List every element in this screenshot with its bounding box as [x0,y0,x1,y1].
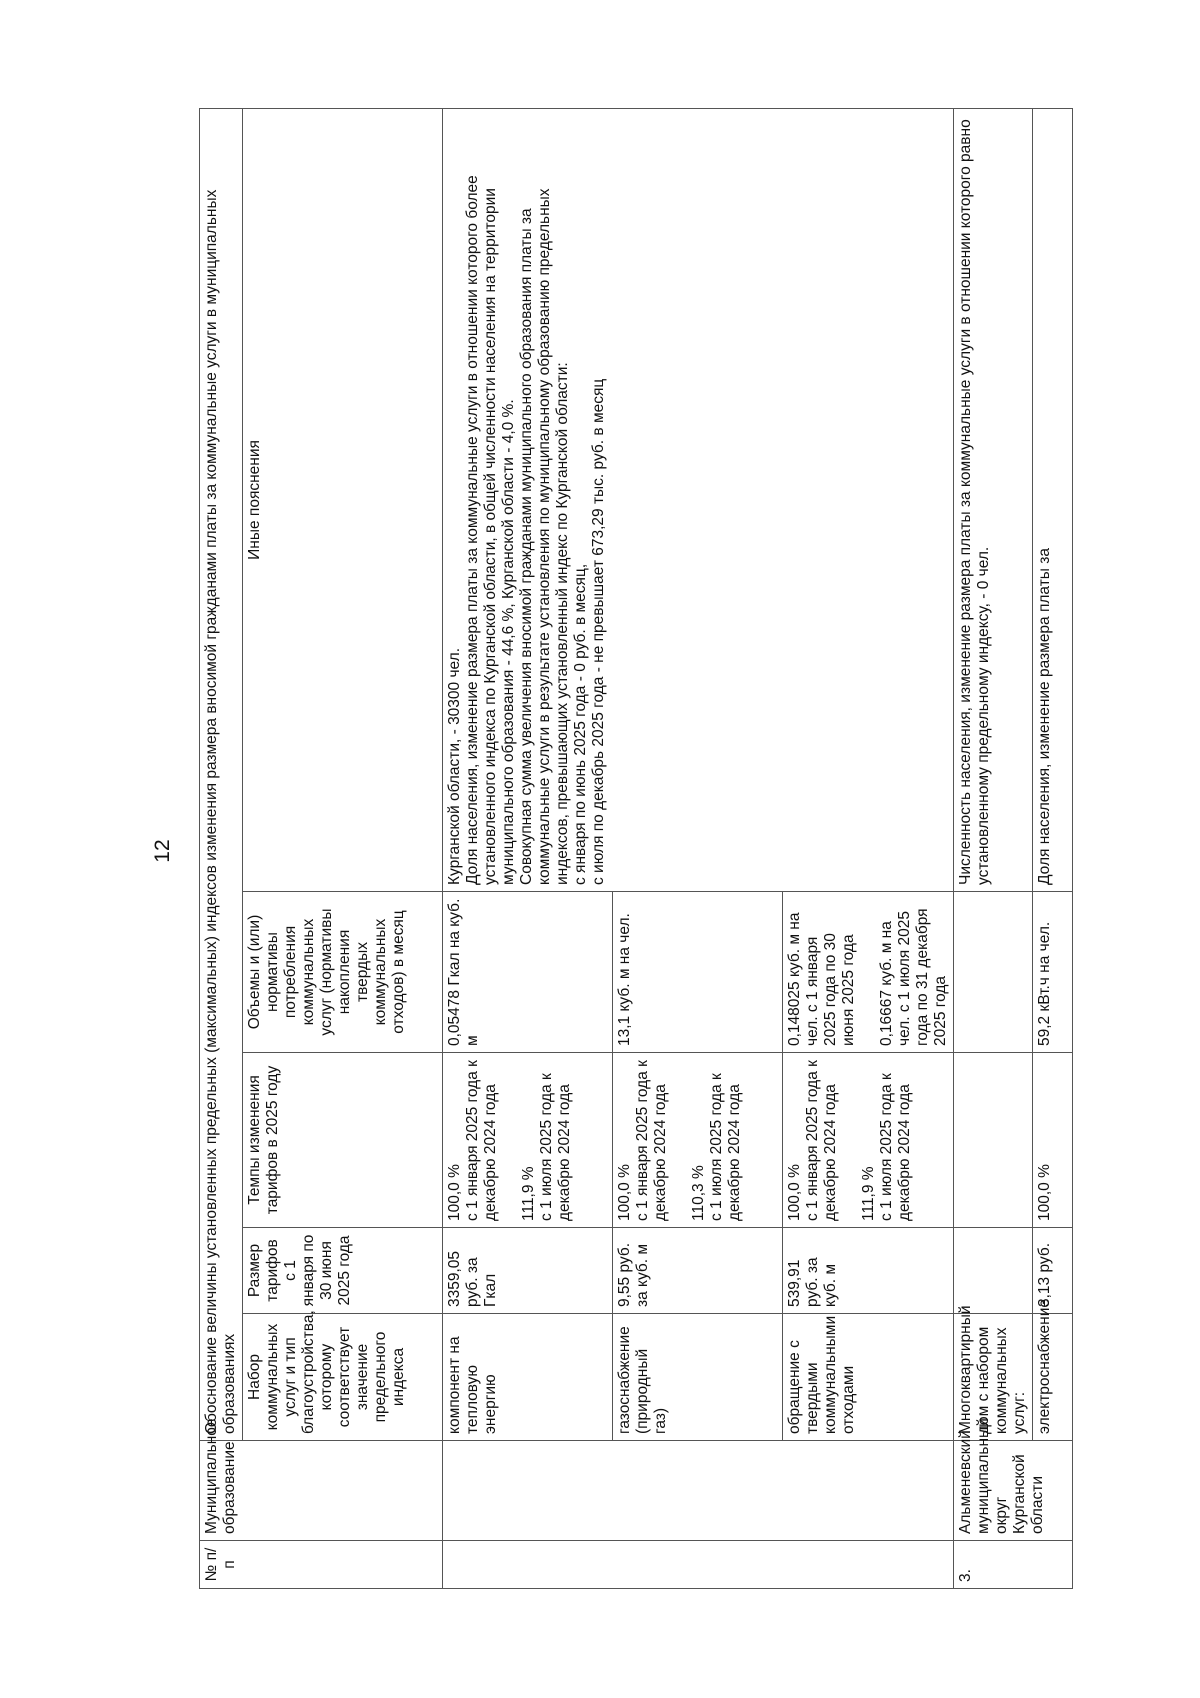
service-name: обращение с твердыми коммунальными отходами [783,1314,954,1441]
service-volume: 59,2 кВт.ч на чел. [1033,892,1073,1053]
service-name: электроснабжение [1033,1314,1073,1441]
table-row [954,108,1033,1588]
note-line: с июля по декабрь 2025 года - не превышает 673,29 тыс. руб. в месяц [590,378,607,885]
service-name: компонент на тепловую энергию [443,1314,613,1441]
service-rates [613,1053,783,1228]
header-volumes: Объемы и (или) нормативы потребления коммунальных услуг (нормативы накопления твердых коммунальных отходов) в месяц [243,892,443,1053]
empty-cell [954,892,1033,1053]
table-row [1033,108,1073,1588]
header-municipality: Муниципальное образование [200,1441,443,1541]
indices-table [199,108,1073,1589]
empty-cell [954,1228,1033,1314]
building-type: Многоквартирный дом с набором коммунальных услуг: [954,1314,1033,1441]
rate-desc: с 1 июля 2025 года к декабрю 2024 года [878,1073,913,1221]
note-line: с января по июнь 2025 года - 0 руб. в месяц, [572,563,589,885]
notes-cell: Численность населения, изменение размера платы за коммунальные услуги в отношении которого равно установленному предельному индексу, - 0 чел. [954,108,1033,891]
municipality-name: Альменевский муниципальный округ Курганской области [954,1441,1073,1541]
service-name: газоснабжение (природный газ) [613,1314,783,1441]
service-rates [443,1053,613,1228]
header-rates: Темпы изменения тарифов в 2025 году [243,1053,443,1228]
empty-cell [954,1053,1033,1228]
rotated-table-sheet [199,109,1081,1589]
header-row-2 [243,108,443,1588]
cell-municipality-empty [443,1441,954,1541]
header-justification: Обоснование величины установленных предельных (максимальных) индексов изменения размера вносимой гражданами платы за коммунальные услуги в муниципальных образованиях [200,108,243,1440]
rate-value: 100,0 % [786,1164,803,1221]
header-tariff: Размер тарифов с 1 января по 30 июня 2025 года [243,1228,443,1314]
note-line: Доля населения, изменение размера платы за коммунальные услуги в отношении которого более установленного индекса по Курганской области, в общей численности населения на территории муниципального образования - 44,6 %, Курганской области - 4,0 %. [464,175,517,885]
rate-value: 110,3 % [690,1165,707,1221]
table-row [443,108,613,1588]
service-tariff: 3359,05 руб. за Гкал [443,1228,613,1314]
rate-desc: с 1 января 2025 года к декабрю 2024 года [464,1060,499,1221]
service-tariff: 539,91 руб. за куб. м [783,1228,954,1314]
rate-value: 111,9 % [520,1166,537,1221]
service-rates: 100,0 % [1033,1053,1073,1228]
volume-value: 0,16667 куб. м на чел. с 1 июля 2025 года по 31 декабря 2025 года [878,908,949,1046]
service-rates [783,1053,954,1228]
service-volume: 13,1 куб. м на чел. [613,892,783,1053]
notes-cell [443,108,954,891]
notes-cell: Доля населения, изменение размера платы за [1033,108,1073,891]
header-services: Набор коммунальных услуг и тип благоустройства, которому соответствует значение предельного индекса [243,1314,443,1441]
rate-desc: с 1 января 2025 года к декабрю 2024 года [804,1060,839,1221]
volume-value: 0,148025 куб. м на чел. с 1 января 2025 года по 30 июня 2025 года [786,912,857,1046]
service-tariff: 3,13 руб. [1033,1228,1073,1314]
service-volume [783,892,954,1053]
note-line: Курганской области, - 30300 чел. [446,647,463,885]
rate-value: 100,0 % [616,1164,633,1221]
rate-value: 100,0 % [446,1164,463,1221]
note-line: Совокупная сумма увеличения вносимой гражданами муниципального образования платы за коммунальные услуги в результате установления по муниципальному образованию предельных индексов, превышающих установленный индекс по Курганской области: [518,188,571,885]
rate-value: 111,9 % [860,1166,877,1221]
header-notes: Иные пояснения [243,108,443,891]
page-number: 12 [151,839,174,863]
rate-desc: с 1 июля 2025 года к декабрю 2024 года [708,1073,743,1221]
row-number: 3. [954,1541,1073,1589]
header-num: № п/п [200,1541,443,1589]
service-tariff: 9,55 руб. за куб. м [613,1228,783,1314]
cell-num-empty [443,1541,954,1589]
service-volume: 0,05478 Гкал на куб. м [443,892,613,1053]
rate-desc: с 1 января 2025 года к декабрю 2024 года [634,1060,669,1221]
header-row-1 [200,108,243,1588]
rate-desc: с 1 июля 2025 года к декабрю 2024 года [538,1073,573,1221]
